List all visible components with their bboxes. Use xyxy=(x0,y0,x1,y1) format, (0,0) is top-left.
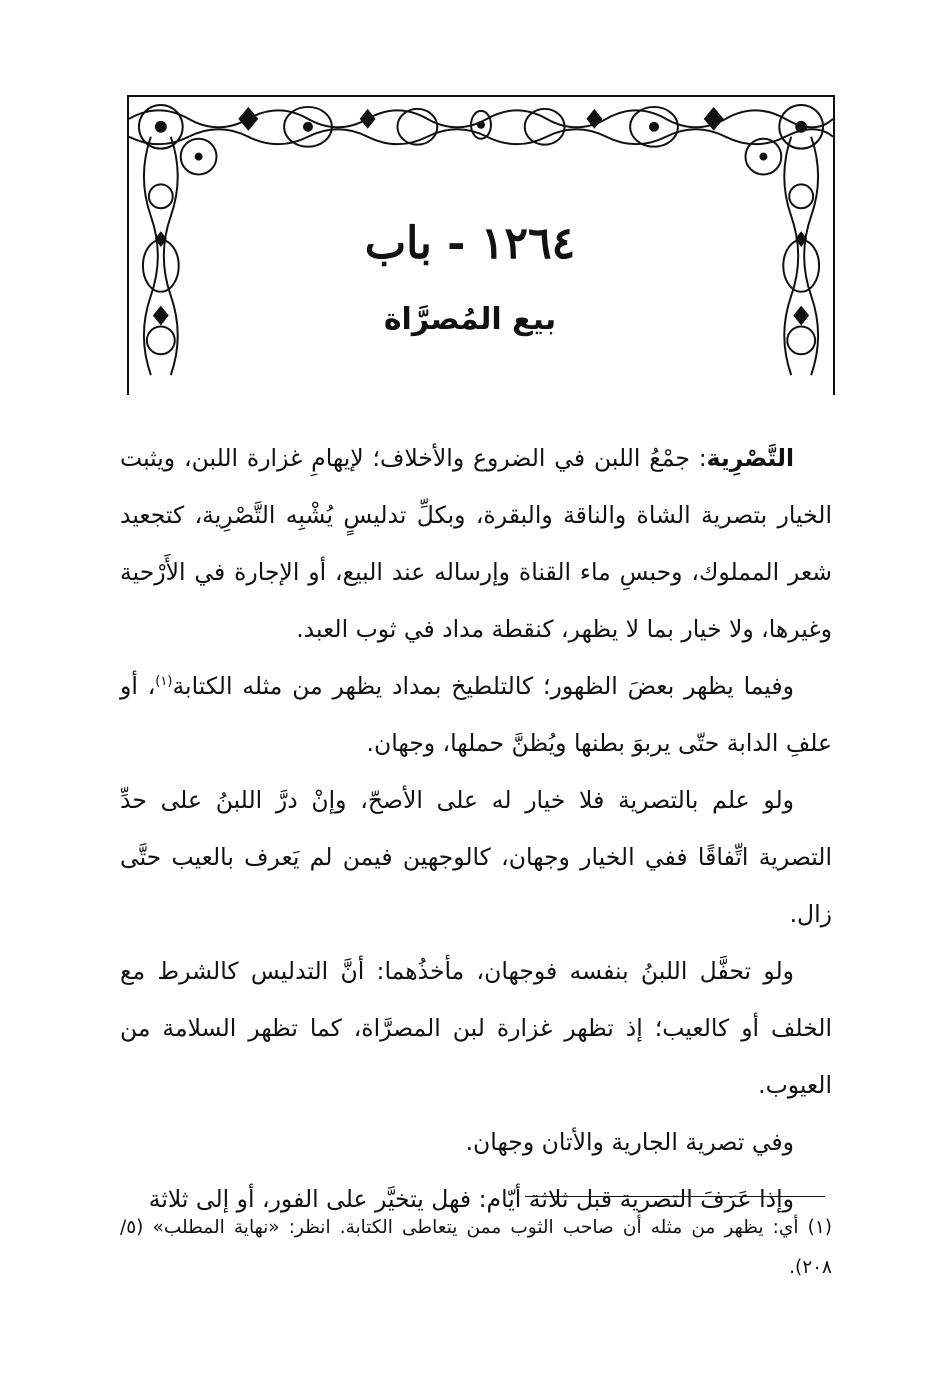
paragraph-2-text: وفيما يظهر بعضَ الظهور؛ كالتلطيخ بمداد يظهر من مثله الكتابة xyxy=(172,672,794,700)
paragraph-1-text: : جمْعُ اللبن في الضروع والأخلاف؛ لإيهامِ غزارة اللبن، ويثبت الخيار بتصرية الشاة والناقة والبقرة، وبكلِّ تدليسٍ يُشْبِه التَّصْرِية، كتجعيد شعر المملوك، وحبسِ ماء القناة وإرساله عند البيع، أو الإجارة في الأَرْحية وغيرها، ولا خيار بما لا يظهر، كنقطة مداد في ثوب العبد. xyxy=(120,444,832,643)
paragraph-4: ولو تحفَّل اللبنُ بنفسه فوجهان، مأخذُهما: أنَّ التدليس كالشرط مع الخلف أو كالعيب؛ إذ تظهر غزارة لبن المصرَّاة، كما تظهر السلامة من العيوب. xyxy=(120,957,832,1099)
footnote-reference: (١) xyxy=(155,674,173,690)
footnote-marker: (١) xyxy=(807,1217,832,1238)
chapter-heading: ١٢٦٤ - باب xyxy=(364,218,576,269)
footnote-text: أي: يظهر من مثله أن صاحب الثوب ممن يتعاطى الكتابة. انظر: «نهاية المطلب» (٥/ ٢٠٨). xyxy=(120,1217,832,1278)
footnote-separator xyxy=(525,1196,825,1197)
paragraph-2-rest: ، أو علفِ الدابة حتّى يربوَ بطنها ويُظنَّ حملها، وجهان. xyxy=(120,672,832,757)
paragraph-2 xyxy=(120,658,832,772)
chapter-subtitle: بيع المُصرَّاة xyxy=(383,302,557,337)
paragraph-1 xyxy=(120,430,832,658)
body-text xyxy=(120,430,832,1228)
paragraph-3: ولو علم بالتصرية فلا خيار له على الأصحّ، وإنْ درَّ اللبنُ على حدِّ التصرية اتِّفاقًا ففي الخيار وجهان، كالوجهين فيمن لم يَعرف بالعيب حتَّى زال. xyxy=(120,786,832,928)
footnote xyxy=(120,1208,832,1288)
defined-term: التَّصْرِية xyxy=(706,444,794,472)
paragraph-6: وإذا عَرَفَ التصرية قبل ثلاثة أيّام: فهل يتخيَّر على الفور، أو إلى ثلاثة xyxy=(148,1185,794,1213)
paragraph-5: وفي تصرية الجارية والأتان وجهان. xyxy=(465,1128,794,1156)
